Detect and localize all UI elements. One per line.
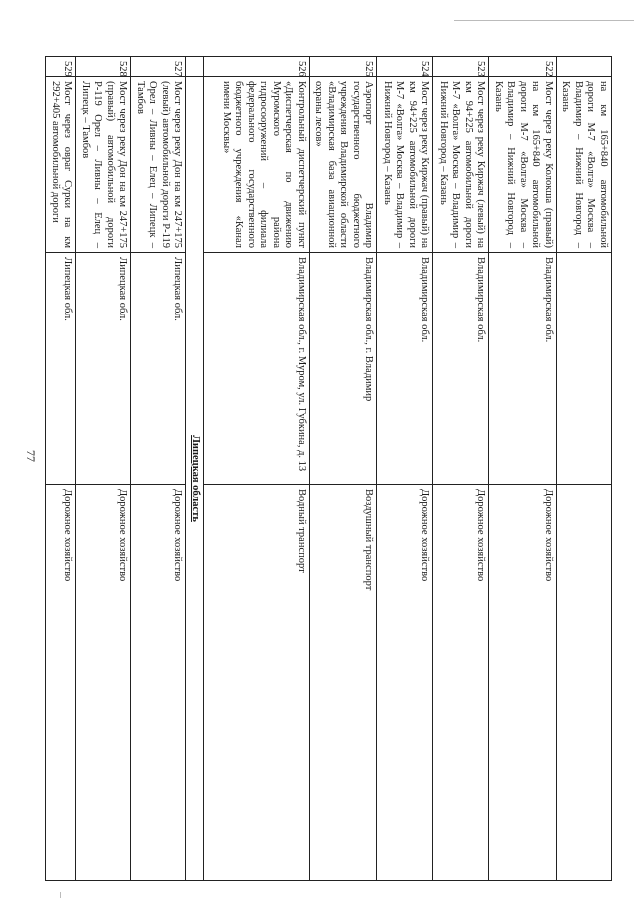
table-container — [50, 56, 612, 880]
object-region — [557, 253, 612, 485]
scan-artifact-bottom — [60, 892, 61, 898]
section-title: Липецкая область — [186, 77, 204, 881]
object-region: Липецкая обл. — [76, 253, 131, 485]
table-row — [131, 57, 186, 881]
object-region: Липецкая обл. — [46, 253, 76, 485]
row-number: 527 — [131, 57, 186, 77]
row-number: 526 — [204, 57, 310, 77]
row-number: 525 — [310, 57, 378, 77]
object-name: Аэропорт Владимир государственного бюджетного учреждения Владимирской области «Владимирская база авиационной охраны лесов» — [310, 77, 378, 253]
object-type: Дорожное хозяйство — [433, 485, 489, 881]
row-number: 529 — [46, 57, 76, 77]
object-region: Владимирская обл. — [489, 253, 557, 485]
table-row — [557, 57, 612, 881]
object-type: Дорожное хозяйство — [46, 485, 76, 881]
objects-table — [46, 56, 613, 881]
table-row — [204, 57, 310, 881]
row-number: 524 — [377, 57, 433, 77]
table-row — [489, 57, 557, 881]
table-row — [46, 57, 76, 881]
object-type: Воздушный транспорт — [310, 485, 378, 881]
row-number — [557, 57, 612, 77]
object-region: Владимирская обл. — [377, 253, 433, 485]
object-name: на км 165+840 автомобильной дороги М-7 «Волга» Москва – Владимир – Нижний Новгород – Казань — [557, 77, 612, 253]
row-number: 528 — [76, 57, 131, 77]
object-type: Дорожное хозяйство — [489, 485, 557, 881]
object-type: Дорожное хозяйство — [131, 485, 186, 881]
object-region: Владимирская обл., г. Муром, ул. Губкина, д. 13 — [204, 253, 310, 485]
object-name: Контрольный диспетчерский пункт «Диспетчерская по движению Муромского района гидросооружений – филиала федерального государственного бюджетного учреждения «Канал имени Москвы» — [204, 77, 310, 253]
object-name: Мост через реку Дон на км 247+175 (левый) автомобильной дороги Р-119 Орел – Ливны – Елец – Липецк – Тамбов — [131, 77, 186, 253]
object-name: Мост через реку Киржач (левый) на км 94+225 автомобильной дороги М-7 «Волга» Москва – Владимир – Нижний Новгород – Казань — [433, 77, 489, 253]
object-region: Владимирская обл. — [433, 253, 489, 485]
table-row — [433, 57, 489, 881]
row-number: 522 — [489, 57, 557, 77]
table-row — [76, 57, 131, 881]
object-region: Владимирская обл., г. Владимир — [310, 253, 378, 485]
object-region: Липецкая обл. — [131, 253, 186, 485]
object-name: Мост через реку Дон на км 247+175 (правый) автомобильной дороги Р-119 Орел – Ливны – Елец – Липецк – Тамбов — [76, 77, 131, 253]
object-name: Мост через реку Колокша (правый) на км 165+840 автомобильной дороги М-7 «Волга» Москва – Владимир – Нижний Новгород – Казань — [489, 77, 557, 253]
object-type: Водный транспорт — [204, 485, 310, 881]
page-number: 77 — [24, 450, 38, 462]
section-row — [186, 57, 204, 881]
row-number: 523 — [433, 57, 489, 77]
table-row — [310, 57, 378, 881]
object-name: Мост через овраг Сурки на км 292+405 автомобильной дороги — [46, 77, 76, 253]
table-row — [377, 57, 433, 881]
object-name: Мост через реку Киржач (правый) на км 94+225 автомобильной дороги М-7 «Волга» Москва – Владимир – Нижний Новгород – Казань — [377, 77, 433, 253]
object-type — [557, 485, 612, 881]
object-type: Дорожное хозяйство — [76, 485, 131, 881]
scan-artifact-top — [454, 20, 634, 21]
object-type: Дорожное хозяйство — [377, 485, 433, 881]
